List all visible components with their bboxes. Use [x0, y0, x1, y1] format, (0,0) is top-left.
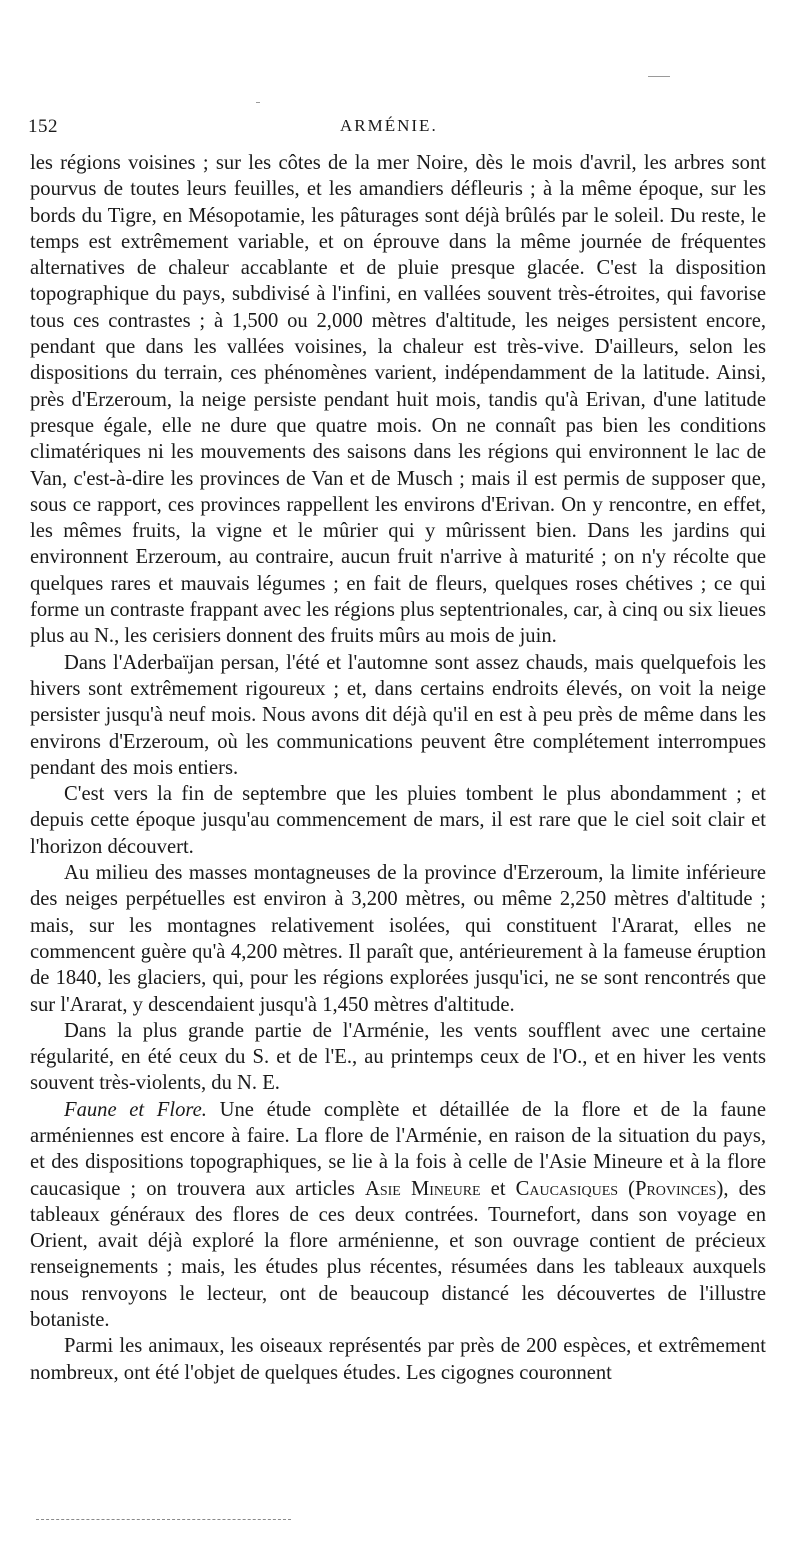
cross-reference-asie-mineure: Asie Mineure — [364, 1177, 481, 1200]
running-title: ARMÉNIE. — [340, 116, 438, 135]
paragraph-fauna-flora — [30, 1097, 766, 1334]
paragraph-climate: les régions voisines ; sur les côtes de la mer Noire, dès le mois d'avril, les arbres sont pourvus de toutes leurs feuilles, et les amandiers défleuris ; à la même époque, sur les bords du Tigre, en Mésopotamie, les pâturages sont déjà brûlés par le soleil. Du reste, le temps est extrêmement variable, et on éprouve dans la même journée de fréquentes alternatives de chaleur accablante et de pluie presque glacée. C'est la disposition topographique du pays, subdivisé à l'infini, en vallées souvent très-étroites, qui favorise tous ces contrastes ; à 1,500 ou 2,000 mètres d'altitude, les neiges persistent encore, pendant que dans les vallées voisines, la chaleur est très-vive. D'ailleurs, selon les dispositions du terrain, ces phénomènes varient, indépendamment de la latitude. Ainsi, près d'Erzeroum, la neige persiste pendant huit mois, tandis qu'à Erivan, d'une latitude presque égale, elle ne dure que quatre mois. On ne connaît pas bien les conditions climatériques ni les mouvements des saisons dans les régions qui environnent le lac de Van, c'est-à-dire les provinces de Van et de Musch ; mais il est permis de supposer que, sous ce rapport, ces provinces rappellent les environs d'Erivan. On y rencontre, en effet, les mêmes fruits, la vigne et le mûrier qui y mûrissent bien. Dans les jardins qui environnent Erzeroum, au contraire, aucun fruit n'arrive à maturité ; on n'y récolte que quelques rares et mauvais légumes ; en fait de fleurs, quelques roses chétives ; ce qui forme un contraste frappant avec les régions plus septentrionales, car, à cinq ou six lieues plus au N., les cerisiers donnent des fruits mûrs au mois de juin. — [30, 152, 766, 648]
section-heading-fauna-flora: Faune et Flore. — [64, 1098, 207, 1121]
paragraph-text: , des tableaux généraux des flores de ces deux contrées. Tournefort, dans son voyage en Orient, avait déjà exploré la flore arménienne, et son ouvrage contient de précieux renseignements ; mais, les études plus récentes, résumées dans les tableaux auxquels nous renvoyons le lecteur, ont de beaucoup distancé les découvertes de l'illustre botaniste. — [30, 1177, 767, 1332]
paragraph-winds: Dans la plus grande partie de l'Arménie, les vents soufflent avec une certaine régularité, en été ceux du S. et de l'E., au printemps ceux de l'O., et en hiver les vents souvent très-violents, du N. E. — [30, 1019, 766, 1095]
paragraph-animals: Parmi les animaux, les oiseaux représentés par près de 200 espèces, et extrêmement nombreux, ont été l'objet de quelques études. Les cigognes couronnent — [30, 1335, 766, 1384]
paragraph-snow-limit: Au milieu des masses montagneuses de la province d'Erzeroum, la limite inférieure des neiges perpétuelles est environ à 3,200 mètres, ou même 2,250 mètres d'altitude ; mais, sur les montagnes relativement isolées, qui constituent l'Ararat, elles ne commencent guère qu'à 4,200 mètres. Il paraît que, antérieurement à la fameuse éruption de 1840, les glaciers, qui, pour les régions explorées jusqu'ici, ne se sont rencontrés que sur l'Ararat, y descendaient jusqu'à 1,450 mètres d'altitude. — [30, 862, 766, 1016]
paragraph-text: Une étude complète et détaillée de la flore et de la faune arméniennes est encore à faire. La flore de l'Arménie, en raison de la situation du pays, et des dispositions topographiques, se lie à la fois à celle de l'Asie Mineure et à la flore caucasique ; on trouvera aux articles — [30, 1098, 766, 1200]
print-speck — [648, 76, 670, 77]
cross-reference-caucasiques: Caucasiques (Provinces) — [515, 1177, 724, 1200]
paragraph-text: et — [480, 1177, 516, 1200]
footer-rule — [36, 1519, 291, 1520]
body-text — [30, 150, 766, 1386]
paragraph-rains: C'est vers la fin de septembre que les pluies tombent le plus abondamment ; et depuis cette époque jusqu'au commencement de mars, il est rare que le ciel soit clair et l'horizon découvert. — [30, 783, 766, 858]
running-head — [28, 116, 774, 144]
print-speck — [256, 102, 260, 103]
page-number: 152 — [28, 116, 58, 137]
paragraph-aderbaijan: Dans l'Aderbaïjan persan, l'été et l'automne sont assez chauds, mais quelquefois les hivers sont extrêmement rigoureux ; et, dans certains endroits élevés, on voit la neige persister jusqu'à neuf mois. Nous avons dit déjà qu'il en est à peu près de même dans les environs d'Erzeroum, où les communications peuvent être complétement interrompues pendant des mois entiers. — [30, 651, 766, 779]
